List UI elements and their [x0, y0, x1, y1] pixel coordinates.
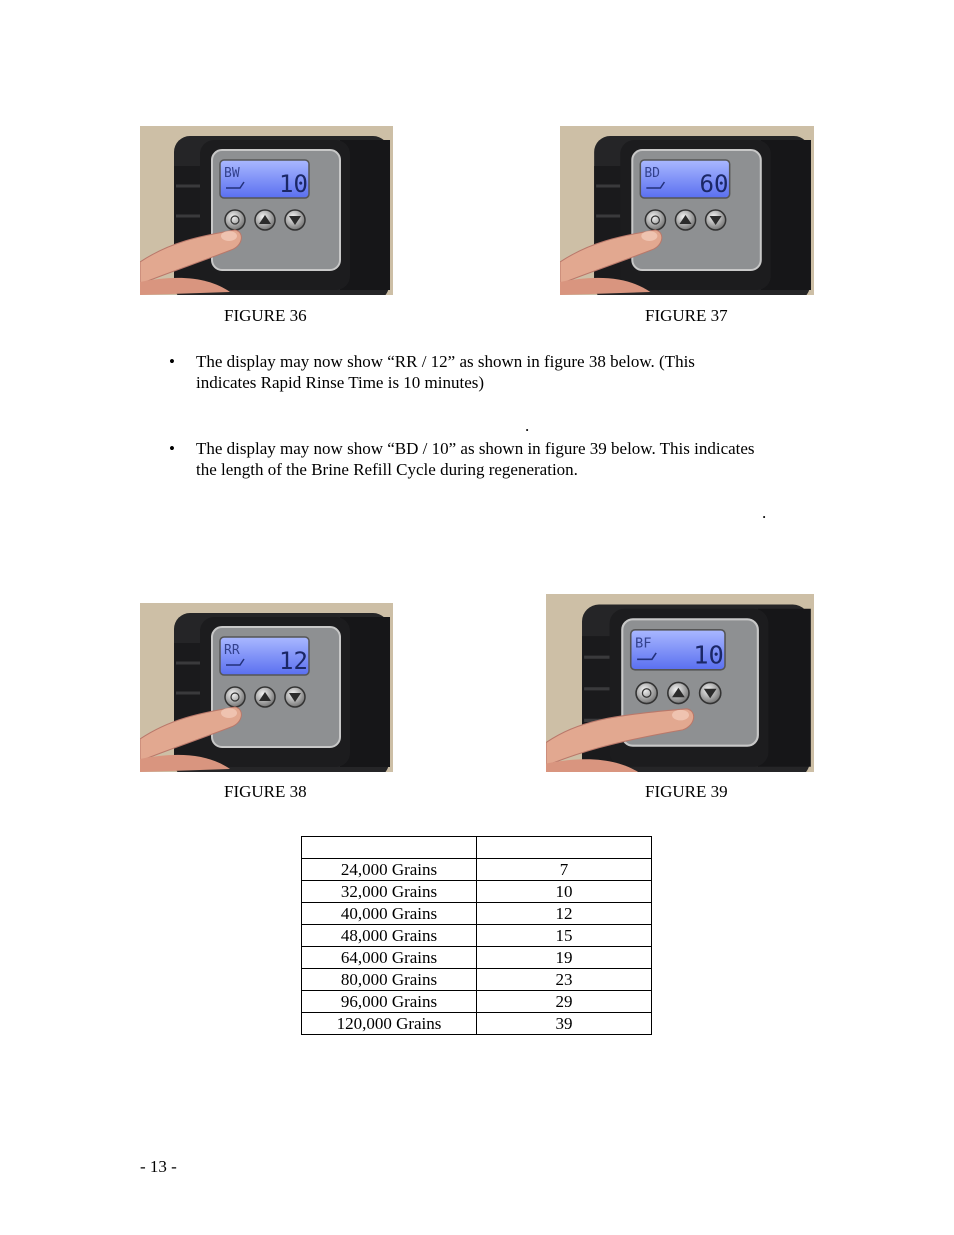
- figure-38-photo: [140, 603, 393, 772]
- bullet-glyph: •: [169, 352, 175, 371]
- table-row: [302, 925, 652, 947]
- table-row: [302, 903, 652, 925]
- value-cell: 23: [477, 969, 652, 991]
- table-header-cell: [477, 837, 652, 859]
- bullet-glyph: •: [169, 439, 175, 458]
- capacity-cell: 96,000 Grains: [302, 991, 477, 1013]
- figure-38-caption: FIGURE 38: [224, 782, 307, 801]
- capacity-cell: 32,000 Grains: [302, 881, 477, 903]
- svg-text:60: 60: [699, 170, 729, 198]
- capacity-cell: 40,000 Grains: [302, 903, 477, 925]
- value-cell: 19: [477, 947, 652, 969]
- stray-period: .: [525, 416, 530, 435]
- table-row: [302, 991, 652, 1013]
- table-row: [302, 1013, 652, 1035]
- bullet-rapid-rinse: [169, 351, 836, 393]
- grains-table: [301, 836, 652, 1035]
- value-cell: 7: [477, 859, 652, 881]
- capacity-cell: 64,000 Grains: [302, 947, 477, 969]
- capacity-cell: 80,000 Grains: [302, 969, 477, 991]
- page-number: - 13 -: [140, 1157, 177, 1176]
- svg-text:12: 12: [279, 647, 308, 675]
- figure-39-photo: [546, 594, 814, 772]
- bullet-line: The display may now show “RR / 12” as shown in figure 38 below. (This: [196, 352, 695, 371]
- value-cell: 15: [477, 925, 652, 947]
- capacity-cell: 120,000 Grains: [302, 1013, 477, 1035]
- value-cell: 10: [477, 881, 652, 903]
- table-row: [302, 969, 652, 991]
- figure-36-photo: [140, 126, 393, 295]
- value-cell: 12: [477, 903, 652, 925]
- table-row: [302, 881, 652, 903]
- figure-37-caption: FIGURE 37: [645, 306, 728, 325]
- svg-text:10: 10: [279, 170, 308, 198]
- svg-text:BF: BF: [634, 635, 652, 652]
- figure-37-photo: [560, 126, 814, 295]
- bullet-brine-refill: [169, 438, 836, 480]
- capacity-cell: 24,000 Grains: [302, 859, 477, 881]
- value-cell: 39: [477, 1013, 652, 1035]
- svg-text:10: 10: [693, 639, 724, 670]
- table-row: [302, 859, 652, 881]
- svg-text:RR: RR: [224, 643, 240, 658]
- figure-39-caption: FIGURE 39: [645, 782, 728, 801]
- svg-text:BD: BD: [644, 166, 661, 181]
- table-row: [302, 947, 652, 969]
- table-header-row: [302, 837, 652, 859]
- bullet-line: the length of the Brine Refill Cycle during regeneration.: [196, 460, 578, 479]
- bullet-line: The display may now show “BD / 10” as shown in figure 39 below. This indicates: [196, 439, 755, 458]
- capacity-cell: 48,000 Grains: [302, 925, 477, 947]
- value-cell: 29: [477, 991, 652, 1013]
- table-header-cell: [302, 837, 477, 859]
- figure-36-caption: FIGURE 36: [224, 306, 307, 325]
- svg-text:BW: BW: [224, 166, 240, 181]
- stray-period: .: [762, 503, 767, 522]
- bullet-line: indicates Rapid Rinse Time is 10 minutes): [196, 373, 485, 392]
